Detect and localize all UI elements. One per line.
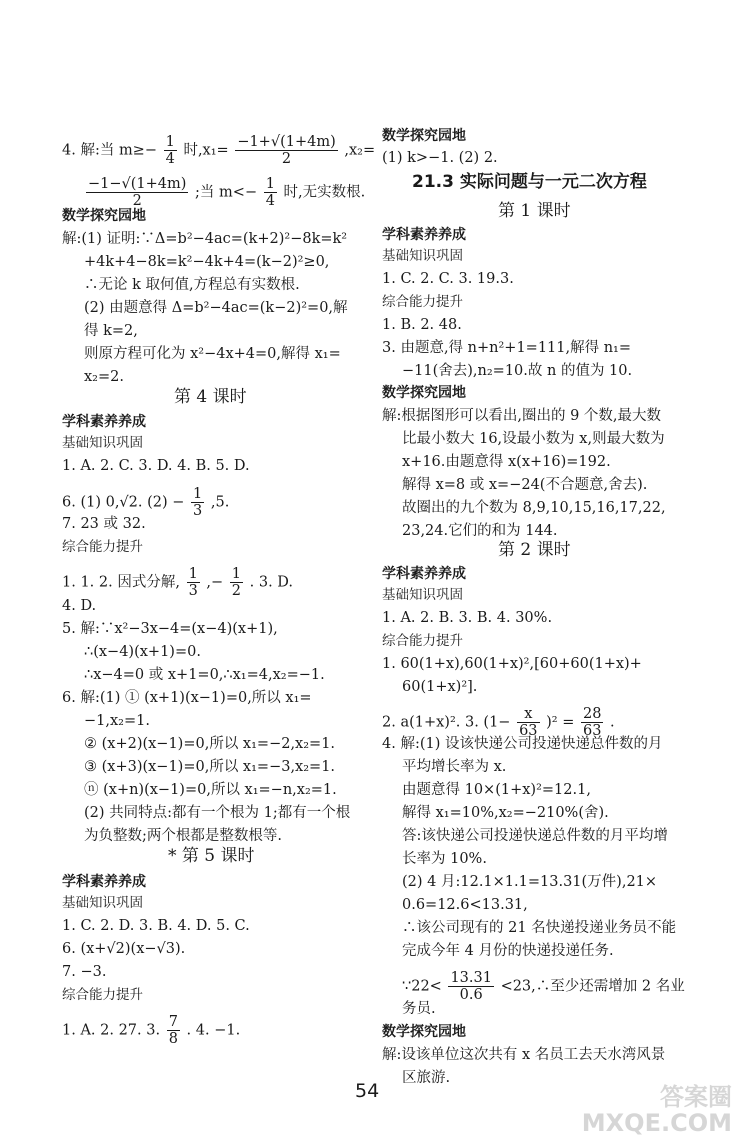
text-line: 得 k=2, [84, 323, 138, 339]
text-line: ∴无论 k 取何值,方程总有实数根. [84, 277, 300, 293]
text-line: 4. D. [62, 598, 97, 614]
text: 时,无实数根. [283, 184, 366, 201]
denominator: 2 [231, 583, 242, 599]
text: ;当 m<− [195, 184, 258, 201]
numerator: 1 [165, 134, 175, 150]
numerator: 1 [193, 486, 203, 502]
text: . 3. D. [249, 574, 294, 591]
text: 时,x₁= [183, 142, 229, 159]
answer-4-line1 [62, 134, 375, 167]
subheading-comprehensive: 综合能力提升 [62, 987, 143, 1003]
text: . 4. −1. [186, 1022, 241, 1039]
text-line: (2) 由题意得 Δ=b²−4ac=(k−2)²=0,解 [84, 300, 348, 316]
subheading-basic: 基础知识巩固 [382, 248, 463, 264]
numerator: −1−√(1+4m) [88, 176, 187, 192]
text-line: 1. B. 2. 48. [382, 317, 462, 333]
text-line: (2) 共同特点:都有一个根为 1;都有一个根 [84, 805, 351, 821]
text-line: 平均增长率为 x. [402, 759, 507, 775]
text-line: ② (x+2)(x−1)=0,所以 x₁=−2,x₂=1. [84, 736, 336, 752]
denominator: 4 [265, 193, 275, 209]
numerator: 13.31 [450, 970, 492, 986]
fraction [264, 176, 277, 209]
text-line: 由题意得 10×(1+x)²=12.1, [402, 782, 591, 798]
numerator: x [517, 706, 539, 723]
heading-explore: 数学探究园地 [62, 208, 146, 224]
subheading-basic: 基础知识巩固 [62, 435, 143, 451]
text: 2. a(1+x)². 3. (1− [382, 714, 511, 731]
text-line: 3. 由题意,得 n+n²+1=111,解得 n₁= [382, 340, 632, 356]
watermark-logo [554, 1084, 732, 1140]
section-title: 21.3 实际问题与一元二次方程 [412, 172, 647, 192]
denominator: 2 [281, 151, 292, 167]
text-line: 务员. [402, 1001, 436, 1017]
heading-literacy: 学科素养养成 [62, 414, 146, 430]
text-line: 比最小数大 16,设最小数为 x,则最大数为 [402, 431, 665, 447]
text-line: ∴x−4=0 或 x+1=0,∴x₁=4,x₂=−1. [84, 667, 325, 683]
heading-explore: 数学探究园地 [382, 128, 466, 144]
text-line: 解:根据图形可以看出,圈出的 9 个数,最大数 [382, 408, 662, 424]
watermark-line1: 答案圈 [660, 1083, 732, 1111]
numerator: 1 [265, 176, 275, 192]
text-line: 7. −3. [62, 964, 107, 980]
text-line: 23,24.它们的和为 144. [402, 523, 558, 539]
text-line: (1) k>−1. (2) 2. [382, 150, 498, 166]
heading-literacy: 学科素养养成 [382, 227, 466, 243]
text-line: 答:该快递公司投递快递总件数的月平均增 [402, 828, 668, 844]
text-line: 1. A. 2. B. 3. B. 4. 30%. [382, 610, 553, 626]
text-line: 为负整数;两个根都是整数根等. [84, 828, 282, 844]
text: 4. 解:当 m≥− [62, 142, 157, 159]
text-line: 完成今年 4 月份的快递投递任务. [402, 943, 614, 959]
numerator: 1 [231, 566, 242, 582]
heading-literacy: 学科素养养成 [62, 874, 146, 890]
denominator: 63 [582, 723, 602, 739]
text-line: 解:设该单位这次共有 x 名员工去天水湾风景 [382, 1047, 666, 1063]
text: ∵22< [402, 978, 442, 995]
text: . [610, 714, 615, 731]
text-line: 1. C. 2. D. 3. B. 4. D. 5. C. [62, 918, 250, 934]
text-line: −1,x₂=1. [84, 713, 150, 729]
text: <23,∴至少还需增加 2 名业 [500, 978, 685, 995]
text-line: 0.6=12.6<13.31, [402, 897, 528, 913]
text-line: 1. 60(1+x),60(1+x)²,[60+60(1+x)+ [382, 656, 642, 672]
text-line: 6. (x+√2)(x−√3). [62, 941, 186, 957]
denominator: 63 [519, 723, 538, 739]
subheading-basic: 基础知识巩固 [62, 895, 143, 911]
text-line: 则原方程可化为 x²−4x+4=0,解得 x₁= [84, 346, 341, 362]
text-line: 5. 解:∵x²−3x−4=(x−4)(x+1), [62, 621, 278, 637]
denominator: 2 [132, 193, 142, 209]
denominator: 3 [193, 503, 203, 519]
text-line: ③ (x+3)(x−1)=0,所以 x₁=−3,x₂=1. [84, 759, 336, 775]
text: ,− [206, 574, 224, 591]
lesson-title: 第 4 课时 [174, 387, 247, 407]
text-line: −11(舍去),n₂=10.故 n 的值为 10. [402, 363, 633, 379]
lesson-title: * 第 5 课时 [168, 846, 255, 866]
fraction [187, 566, 200, 599]
answer-4-line2 [84, 176, 365, 209]
answer-line [62, 566, 293, 599]
subheading-comprehensive: 综合能力提升 [62, 539, 143, 555]
text-line: x+16.由题意得 x(x+16)=192. [402, 454, 611, 470]
text-line: 60(1+x)²]. [402, 679, 478, 695]
text-line: 6. 解:(1) ① (x+1)(x−1)=0,所以 x₁= [62, 690, 312, 706]
text-line: (2) 4 月:12.1×1.1=13.31(万件),21× [402, 874, 658, 890]
subheading-basic: 基础知识巩固 [382, 587, 463, 603]
text-line: 7. 23 或 32. [62, 516, 146, 532]
denominator: 3 [188, 583, 198, 599]
fraction [164, 134, 177, 167]
lesson-title: 第 2 课时 [498, 540, 571, 560]
answer-line [62, 1014, 240, 1047]
fraction [230, 566, 243, 599]
numerator: 1 [188, 566, 198, 582]
text: 6. (1) 0,√2. (2) − [62, 494, 185, 511]
right-column [370, 0, 750, 1146]
numerator: 7 [168, 1014, 178, 1030]
numerator: −1+√(1+4m) [237, 134, 336, 150]
fraction [86, 176, 188, 209]
fraction [235, 134, 337, 167]
heading-literacy: 学科素养养成 [382, 566, 466, 582]
heading-explore: 数学探究园地 [382, 1024, 466, 1040]
text-line: 解:(1) 证明:∵Δ=b²−4ac=(k+2)²−8k=k² [62, 231, 348, 247]
text: 1. A. 2. 27. 3. [62, 1022, 161, 1039]
text-line: 1. C. 2. C. 3. 19.3. [382, 271, 514, 287]
text-line: x₂=2. [84, 369, 124, 385]
watermark-line2: MXQE.COM [581, 1109, 732, 1137]
text: )² = [546, 714, 575, 731]
text-line: 解得 x₁=10%,x₂=−210%(舍). [402, 805, 609, 821]
heading-explore: 数学探究园地 [382, 385, 466, 401]
answer-line [402, 970, 685, 1003]
numerator: 28 [582, 706, 602, 722]
denominator: 4 [165, 151, 175, 167]
text-line: 解得 x=8 或 x=−24(不合题意,舍去). [402, 477, 648, 493]
text: ,5. [210, 494, 230, 511]
denominator: 0.6 [459, 987, 483, 1003]
text-line: 区旅游. [402, 1070, 451, 1086]
subheading-comprehensive: 综合能力提升 [382, 633, 463, 649]
text-line: 1. A. 2. C. 3. D. 4. B. 5. D. [62, 458, 250, 474]
text: ,x₂= [344, 142, 376, 159]
text-line: 故圈出的九个数为 8,9,10,15,16,17,22, [402, 500, 666, 516]
text-line: 4. 解:(1) 设该快递公司投递快递总件数的月 [382, 736, 663, 752]
subheading-comprehensive: 综合能力提升 [382, 294, 463, 310]
page-number: 54 [355, 1080, 380, 1102]
text-line: 长率为 10%. [402, 851, 487, 867]
text: 1. 1. 2. 因式分解, [62, 574, 180, 591]
text-line: ⓝ (x+n)(x−1)=0,所以 x₁=−n,x₂=1. [84, 782, 337, 798]
fraction [191, 486, 204, 519]
lesson-title: 第 1 课时 [498, 201, 571, 221]
fraction [448, 970, 494, 1003]
text-line: +4k+4−8k=k²−4k+4=(k−2)²≥0, [84, 254, 330, 270]
fraction [167, 1014, 180, 1047]
text-line: ∴(x−4)(x+1)=0. [84, 644, 201, 660]
text-line: ∴该公司现有的 21 名快递投递业务员不能 [402, 920, 677, 936]
denominator: 8 [168, 1031, 178, 1047]
